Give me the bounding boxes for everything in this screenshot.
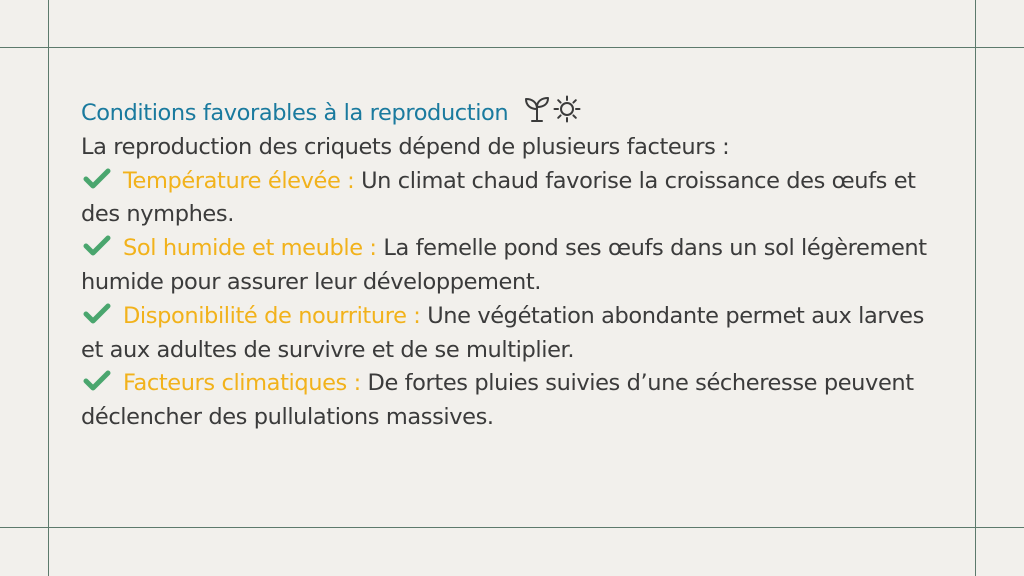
frame-line-bottom bbox=[0, 527, 1024, 528]
list-item bbox=[81, 165, 941, 233]
frame-line-left bbox=[48, 0, 49, 576]
item-label: Température élevée : bbox=[123, 167, 355, 194]
list-item bbox=[81, 300, 941, 368]
item-label: Sol humide et meuble : bbox=[123, 235, 377, 262]
item-text: Un climat chaud favorise la croissance des œufs et des nymphes. bbox=[81, 167, 916, 228]
list-item bbox=[81, 232, 941, 300]
slide-content bbox=[81, 95, 941, 435]
check-icon bbox=[83, 303, 111, 325]
item-text: De fortes pluies suivies d’une sécheresse peuvent déclencher des pullulations massives. bbox=[81, 370, 914, 431]
check-icon bbox=[83, 235, 111, 257]
seedling-icon bbox=[523, 95, 551, 123]
frame-line-top bbox=[0, 47, 1024, 48]
intro-text: La reproduction des criquets dépend de plusieurs facteurs : bbox=[81, 133, 730, 160]
slide-title-line bbox=[81, 95, 941, 131]
slide-title: Conditions favorables à la reproduction bbox=[81, 100, 509, 126]
sun-icon bbox=[553, 95, 581, 123]
item-label: Disponibilité de nourriture : bbox=[123, 302, 421, 329]
item-label: Facteurs climatiques : bbox=[123, 370, 361, 397]
item-text: Une végétation abondante permet aux larves et aux adultes de survivre et de se multiplier. bbox=[81, 302, 924, 363]
title-icons bbox=[523, 95, 581, 123]
check-icon bbox=[83, 370, 111, 392]
list-item bbox=[81, 367, 941, 435]
frame-line-right bbox=[975, 0, 976, 576]
item-text: La femelle pond ses œufs dans un sol légèrement humide pour assurer leur développement. bbox=[81, 235, 927, 295]
check-icon bbox=[83, 168, 111, 190]
